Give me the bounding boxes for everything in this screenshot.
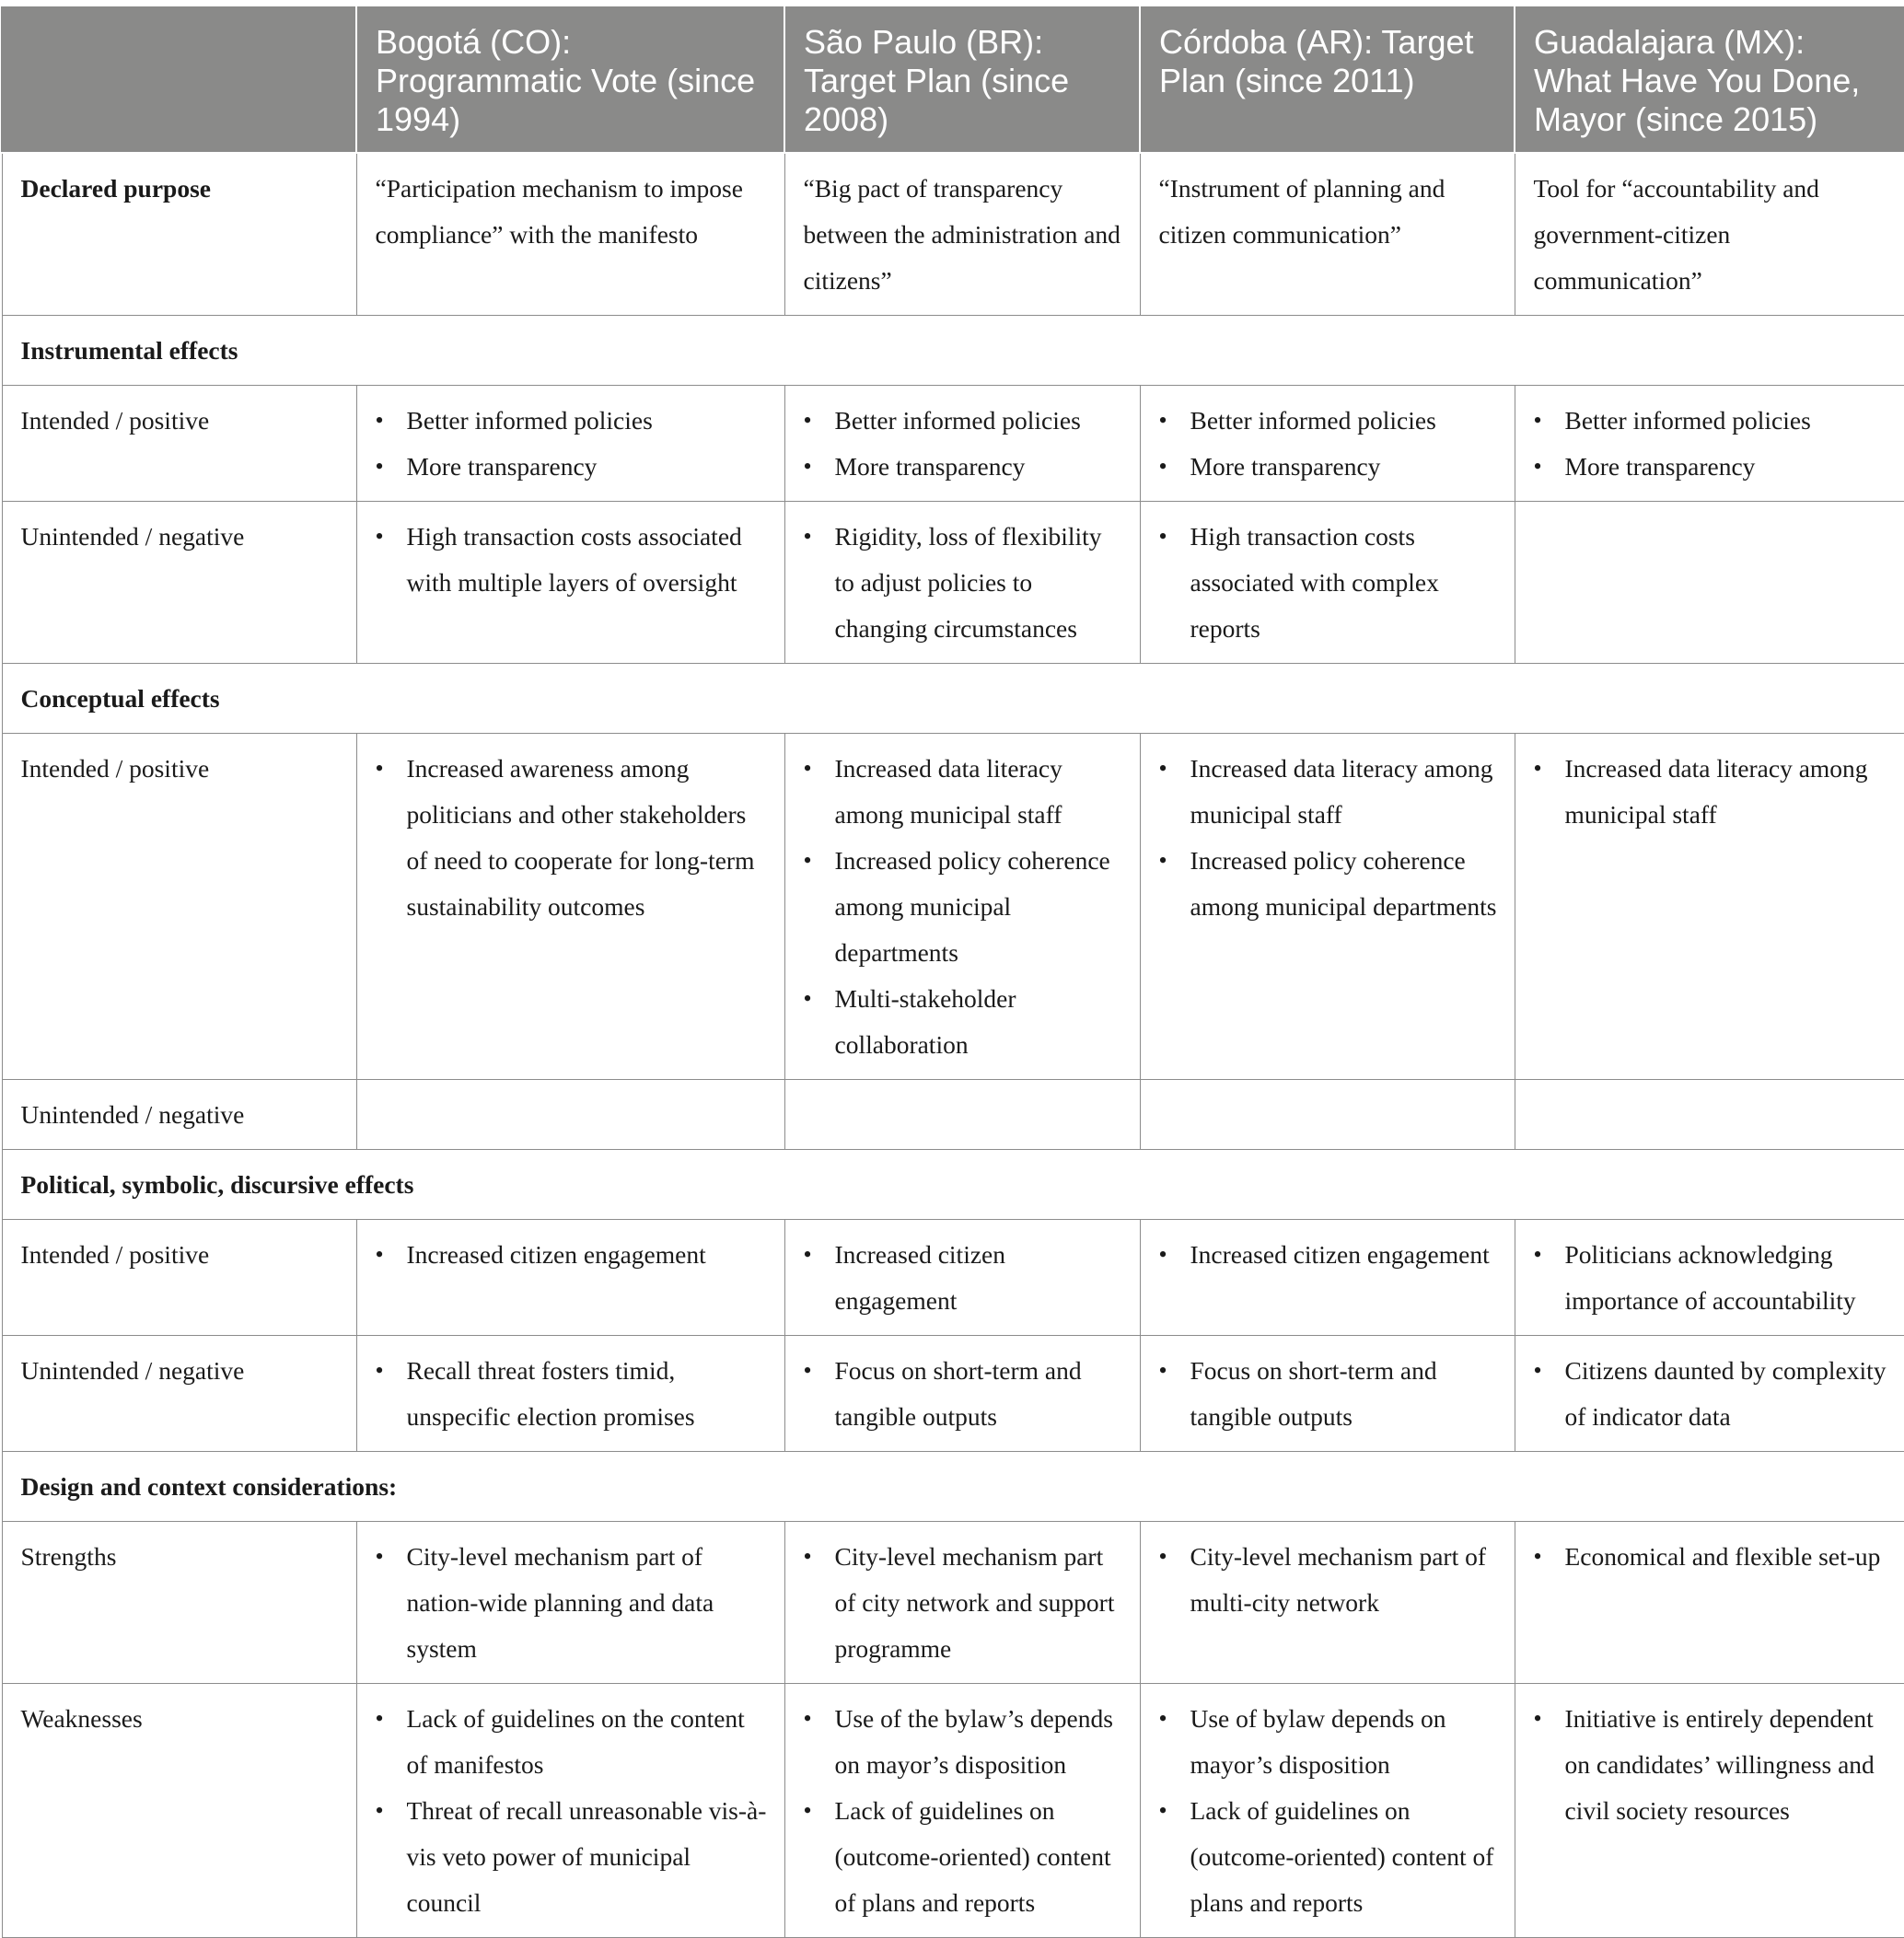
cell-guadalajara [1515, 1336, 1904, 1452]
bullet-item: • More transparency [804, 444, 1125, 490]
cell-cordoba [1140, 502, 1515, 664]
bullet-item: • Citizens daunted by complexity of indicator data [1534, 1348, 1889, 1440]
bullet-item: • Better informed policies [376, 398, 770, 444]
bullet-list [376, 1534, 770, 1672]
row-strengths [2, 1522, 1904, 1684]
bullet-list [1159, 746, 1500, 930]
bullet-item: • Increased policy coherence among municipal departments [1159, 838, 1500, 930]
bullet-item: • Better informed policies [804, 398, 1125, 444]
row-label: Unintended / negative [2, 502, 356, 664]
bullet-item: • City-level mechanism part of nation-wide planning and data system [376, 1534, 770, 1672]
row-declared-purpose [2, 153, 1904, 316]
header-row [2, 7, 1904, 153]
cell-saopaulo [784, 502, 1140, 664]
bullet-item: • More transparency [1159, 444, 1500, 490]
cell-guadalajara [1515, 1684, 1904, 1938]
bullet-list [804, 1348, 1125, 1440]
bullet-item: • Multi-stakeholder collaboration [804, 976, 1125, 1068]
bullet-item: • Use of bylaw depends on mayor’s disposition [1159, 1696, 1500, 1788]
header-corner [2, 7, 356, 153]
cell-saopaulo [784, 1080, 1140, 1150]
cell-guadalajara [1515, 1220, 1904, 1336]
bullet-item: • Lack of guidelines on (outcome-oriented) content of plans and reports [1159, 1788, 1500, 1926]
bullet-list [1159, 514, 1500, 652]
bullet-list [1534, 1696, 1889, 1834]
bullet-item: • Rigidity, loss of flexibility to adjust policies to changing circumstances [804, 514, 1125, 652]
bullet-item: • Increased awareness among politicians and other stakeholders of need to cooperate for long-term sustainability outcomes [376, 746, 770, 930]
header-bogota: Bogotá (CO): Programmatic Vote (since 1994) [356, 7, 784, 153]
bullet-list [804, 1696, 1125, 1926]
bullet-item: • More transparency [1534, 444, 1889, 490]
bullet-list [804, 746, 1125, 1068]
row-instrumental-positive [2, 386, 1904, 502]
cell-guadalajara [1515, 1080, 1904, 1150]
cell-guadalajara [1515, 502, 1904, 664]
cell-bogota [356, 734, 784, 1080]
cell-cordoba [1140, 1080, 1515, 1150]
header-saopaulo: São Paulo (BR): Target Plan (since 2008) [784, 7, 1140, 153]
bullet-list [1159, 398, 1500, 490]
bullet-item: • Threat of recall unreasonable vis-à-vis veto power of municipal council [376, 1788, 770, 1926]
purpose-guadalajara: Tool for “accountability and government-citizen communication” [1515, 153, 1904, 316]
row-conceptual-positive [2, 734, 1904, 1080]
section-design [2, 1452, 1904, 1522]
bullet-item: • City-level mechanism part of multi-city network [1159, 1534, 1500, 1626]
section-title: Political, symbolic, discursive effects [2, 1150, 1904, 1220]
cell-cordoba [1140, 1220, 1515, 1336]
bullet-item: • Increased data literacy among municipal staff [1159, 746, 1500, 838]
header-cordoba: Córdoba (AR): Target Plan (since 2011) [1140, 7, 1515, 153]
bullet-item: • Lack of guidelines on the content of manifestos [376, 1696, 770, 1788]
bullet-item: • Focus on short-term and tangible outputs [1159, 1348, 1500, 1440]
bullet-list [1159, 1232, 1500, 1278]
cell-guadalajara [1515, 734, 1904, 1080]
bullet-item: • Initiative is entirely dependent on candidates’ willingness and civil society resources [1534, 1696, 1889, 1834]
row-label: Weaknesses [2, 1684, 356, 1938]
cell-bogota [356, 386, 784, 502]
cell-saopaulo [784, 1522, 1140, 1684]
bullet-list [1534, 1232, 1889, 1324]
cell-saopaulo [784, 1220, 1140, 1336]
cell-cordoba [1140, 734, 1515, 1080]
bullet-item: • Focus on short-term and tangible outputs [804, 1348, 1125, 1440]
bullet-item: • High transaction costs associated with complex reports [1159, 514, 1500, 652]
bullet-item: • Better informed policies [1159, 398, 1500, 444]
bullet-item: • Politicians acknowledging importance of accountability [1534, 1232, 1889, 1324]
bullet-list [1534, 746, 1889, 838]
row-label: Intended / positive [2, 1220, 356, 1336]
bullet-item: • Use of the bylaw’s depends on mayor’s disposition [804, 1696, 1125, 1788]
cell-cordoba [1140, 1522, 1515, 1684]
cell-bogota [356, 1336, 784, 1452]
bullet-list [376, 1232, 770, 1278]
section-title: Design and context considerations: [2, 1452, 1904, 1522]
row-political-negative [2, 1336, 1904, 1452]
cell-guadalajara [1515, 1522, 1904, 1684]
row-label: Strengths [2, 1522, 356, 1684]
bullet-item: • City-level mechanism part of city network and support programme [804, 1534, 1125, 1672]
cell-guadalajara [1515, 386, 1904, 502]
cell-bogota [356, 502, 784, 664]
bullet-list [804, 514, 1125, 652]
purpose-bogota: “Participation mechanism to impose compliance” with the manifesto [356, 153, 784, 316]
row-instrumental-negative [2, 502, 1904, 664]
cell-cordoba [1140, 386, 1515, 502]
bullet-item: • High transaction costs associated with multiple layers of oversight [376, 514, 770, 606]
bullet-list [804, 1534, 1125, 1672]
bullet-item: • More transparency [376, 444, 770, 490]
row-political-positive [2, 1220, 1904, 1336]
bullet-item: • Better informed policies [1534, 398, 1889, 444]
bullet-item: • Increased citizen engagement [804, 1232, 1125, 1324]
bullet-list [376, 1348, 770, 1440]
header-guadalajara: Guadalajara (MX): What Have You Done, Mayor (since 2015) [1515, 7, 1904, 153]
section-political [2, 1150, 1904, 1220]
bullet-list [1159, 1696, 1500, 1926]
comparison-table [1, 6, 1904, 1938]
cell-saopaulo [784, 1336, 1140, 1452]
row-label: Unintended / negative [2, 1080, 356, 1150]
bullet-list [376, 1696, 770, 1926]
bullet-list [804, 398, 1125, 490]
section-title: Conceptual effects [2, 664, 1904, 734]
bullet-item: • Increased policy coherence among municipal departments [804, 838, 1125, 976]
bullet-item: • Increased citizen engagement [1159, 1232, 1500, 1278]
cell-saopaulo [784, 1684, 1140, 1938]
bullet-item: • Increased citizen engagement [376, 1232, 770, 1278]
bullet-list [1534, 398, 1889, 490]
row-label: Unintended / negative [2, 1336, 356, 1452]
purpose-cordoba: “Instrument of planning and citizen communication” [1140, 153, 1515, 316]
cell-bogota [356, 1522, 784, 1684]
bullet-item: • Recall threat fosters timid, unspecific election promises [376, 1348, 770, 1440]
cell-cordoba [1140, 1684, 1515, 1938]
bullet-list [804, 1232, 1125, 1324]
bullet-item: • Lack of guidelines on (outcome-oriented) content of plans and reports [804, 1788, 1125, 1926]
cell-bogota [356, 1220, 784, 1336]
row-label: Intended / positive [2, 734, 356, 1080]
cell-saopaulo [784, 734, 1140, 1080]
bullet-item: • Increased data literacy among municipal staff [1534, 746, 1889, 838]
purpose-saopaulo: “Big pact of transparency between the administration and citizens” [784, 153, 1140, 316]
bullet-list [1534, 1534, 1889, 1580]
section-instrumental [2, 316, 1904, 386]
bullet-item: • Economical and flexible set-up [1534, 1534, 1889, 1580]
row-label: Intended / positive [2, 386, 356, 502]
bullet-list [376, 746, 770, 930]
row-conceptual-negative [2, 1080, 1904, 1150]
bullet-list [1159, 1534, 1500, 1626]
cell-saopaulo [784, 386, 1140, 502]
bullet-list [1534, 1348, 1889, 1440]
bullet-list [1159, 1348, 1500, 1440]
bullet-list [376, 398, 770, 490]
cell-bogota [356, 1080, 784, 1150]
bullet-list [376, 514, 770, 606]
bullet-item: • Increased data literacy among municipal staff [804, 746, 1125, 838]
section-title: Instrumental effects [2, 316, 1904, 386]
cell-cordoba [1140, 1336, 1515, 1452]
declared-purpose-label: Declared purpose [2, 153, 356, 316]
row-weaknesses [2, 1684, 1904, 1938]
section-conceptual [2, 664, 1904, 734]
cell-bogota [356, 1684, 784, 1938]
